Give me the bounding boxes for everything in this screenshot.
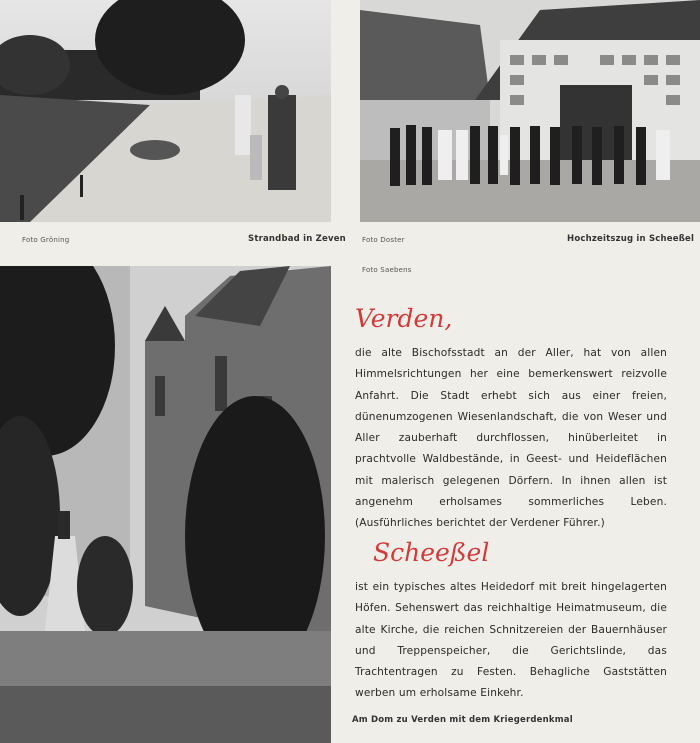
credit-doster: Foto Doster [362, 236, 405, 244]
credit-groening: Foto Gröning [22, 236, 70, 244]
caption-strandbad-zeven: Strandbad in Zeven [248, 234, 346, 244]
photo-strandbad-zeven [0, 0, 331, 222]
caption-dom-verden: Am Dom zu Verden mit dem Kriegerdenkmal [352, 715, 573, 725]
credit-saebens: Foto Saebens [362, 266, 412, 274]
text-verden: die alte Bischofsstadt an der Aller, hat von allen Himmelsrichtungen her eine bemerkenswert reizvolle Anfahrt. Die Stadt erhebt sich aus einer freien, dünenumzogenen Wiesenlandschaft, die von Weser und Aller zauberhaft durchflossen, hinüberleitet in prachtvolle Waldbestände, in Geest- und Heideflächen mit malerisch gelegenen Dörfern. In ihnen allen ist angenehm erholsames sommerliches Leben. (Ausführliches berichtet der Verdener Führer.) [355, 347, 667, 530]
text-scheessel: ist ein typisches altes Heidedorf mit breit hingelagerten Höfen. Sehenswert das reichhaltige Heimatmuseum, die alte Kirche, die reichen Schnitzereien der Bauernhäuser und Treppenspeicher, die Gerichtslinde, das Trachtentragen zu Festen. Behagliche Gaststätten werben um erholsame Einkehr. [355, 581, 667, 700]
heading-verden: Verden, [355, 304, 453, 333]
photo-hochzeitszug-scheessel [360, 0, 700, 222]
caption-hochzeitszug: Hochzeitszug in Scheeßel [567, 234, 695, 244]
photo-dom-verden [0, 266, 331, 743]
heading-scheessel: Scheeßel [373, 538, 490, 567]
